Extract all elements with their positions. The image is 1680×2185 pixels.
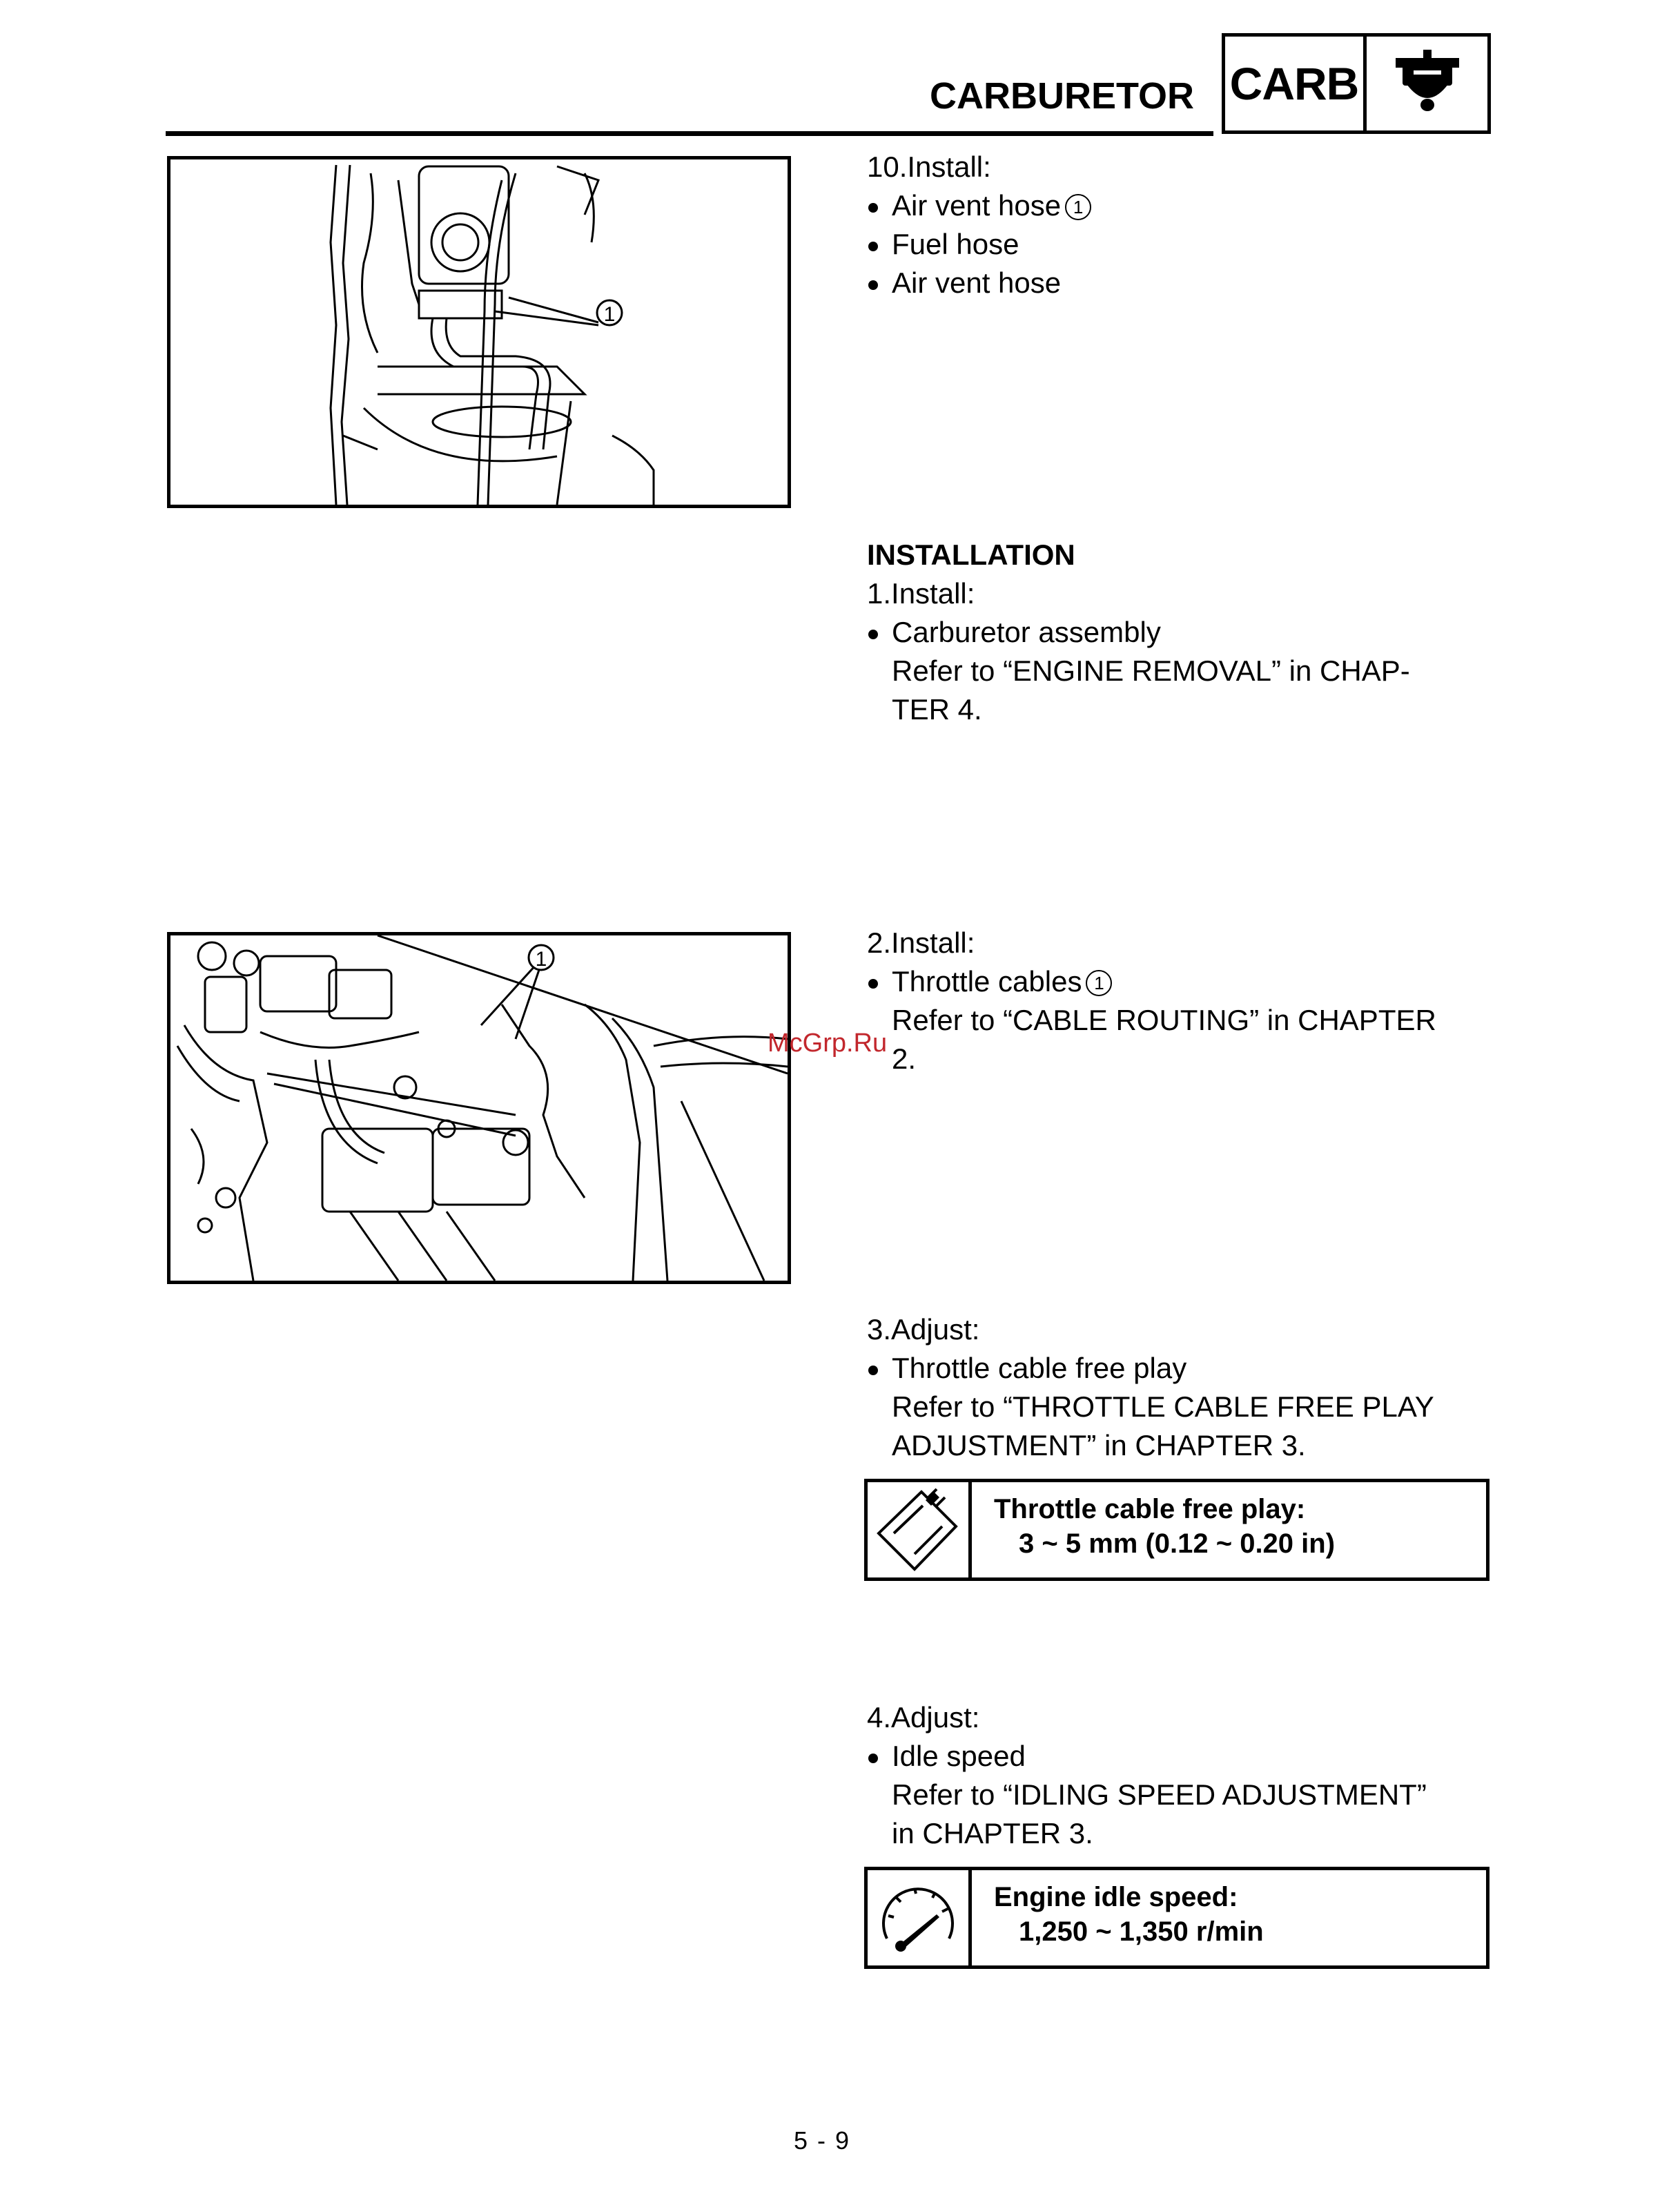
- section-heading: INSTALLATION: [867, 538, 1075, 571]
- step-heading: 10.Install:: [867, 150, 991, 183]
- section-step-4: [867, 1698, 1492, 1853]
- bullet-item: Throttle cable free play: [867, 1349, 1492, 1388]
- section-badge: [1222, 33, 1491, 134]
- badge-label: CARB: [1225, 37, 1367, 130]
- figure-callout: [597, 300, 622, 326]
- callout-number: 1: [1065, 194, 1091, 220]
- reference-text: 2.: [892, 1042, 917, 1075]
- figure-callout: [529, 945, 554, 971]
- reference-text: in CHAPTER 3.: [892, 1817, 1093, 1849]
- header-rule: [166, 131, 1213, 136]
- section-step-2: [867, 924, 1492, 1078]
- page-title: CARBURETOR: [929, 75, 1194, 117]
- step-heading: 4.Adjust:: [867, 1701, 980, 1734]
- tachometer-icon: [868, 1870, 972, 1965]
- section-step-3: [867, 1310, 1492, 1465]
- step-heading: 1.Install:: [867, 577, 975, 610]
- svg-text:1: 1: [535, 948, 547, 971]
- spec-value: 1,250 ~ 1,350 r/min: [1019, 1916, 1264, 1947]
- step-heading: 2.Install:: [867, 926, 975, 959]
- reference-text: Refer to “THROTTLE CABLE FREE PLAY: [892, 1390, 1434, 1423]
- spec-text: [972, 1870, 1264, 1965]
- section-step-10: [867, 148, 1492, 302]
- spec-text: [972, 1482, 1335, 1577]
- carburetor-icon: [1367, 37, 1487, 130]
- bullet-item: Idle speed: [867, 1737, 1492, 1776]
- spec-value: 3 ~ 5 mm (0.12 ~ 0.20 in): [1019, 1528, 1336, 1559]
- spec-box-throttle: [864, 1479, 1489, 1581]
- reference-text: Refer to “ENGINE REMOVAL” in CHAP-: [892, 654, 1410, 687]
- page-number: 5 - 9: [794, 2126, 851, 2155]
- caliper-icon: [868, 1482, 972, 1577]
- reference-text: Refer to “CABLE ROUTING” in CHAPTER: [892, 1004, 1436, 1036]
- bullet-item: Throttle cables 1: [867, 962, 1492, 1001]
- figure-throttle-cables: [167, 932, 791, 1284]
- watermark: McGrp.Ru: [768, 1029, 888, 1058]
- figure-air-vent-hoses: [167, 156, 791, 508]
- reference-text: ADJUSTMENT” in CHAPTER 3.: [892, 1429, 1306, 1461]
- bullet-item: Fuel hose: [867, 225, 1492, 264]
- bullet-item: Air vent hose: [867, 264, 1492, 302]
- spec-box-idle: [864, 1867, 1489, 1969]
- spec-label: Throttle cable free play:: [994, 1494, 1306, 1524]
- spec-label: Engine idle speed:: [994, 1882, 1238, 1912]
- reference-text: TER 4.: [892, 693, 982, 726]
- bullet-item: Carburetor assembly: [867, 613, 1492, 652]
- svg-text:1: 1: [603, 303, 616, 326]
- section-installation: [867, 536, 1492, 729]
- bullet-item: Air vent hose 1: [867, 186, 1492, 225]
- callout-number: 1: [1086, 970, 1112, 996]
- step-heading: 3.Adjust:: [867, 1313, 980, 1346]
- reference-text: Refer to “IDLING SPEED ADJUSTMENT”: [892, 1778, 1427, 1811]
